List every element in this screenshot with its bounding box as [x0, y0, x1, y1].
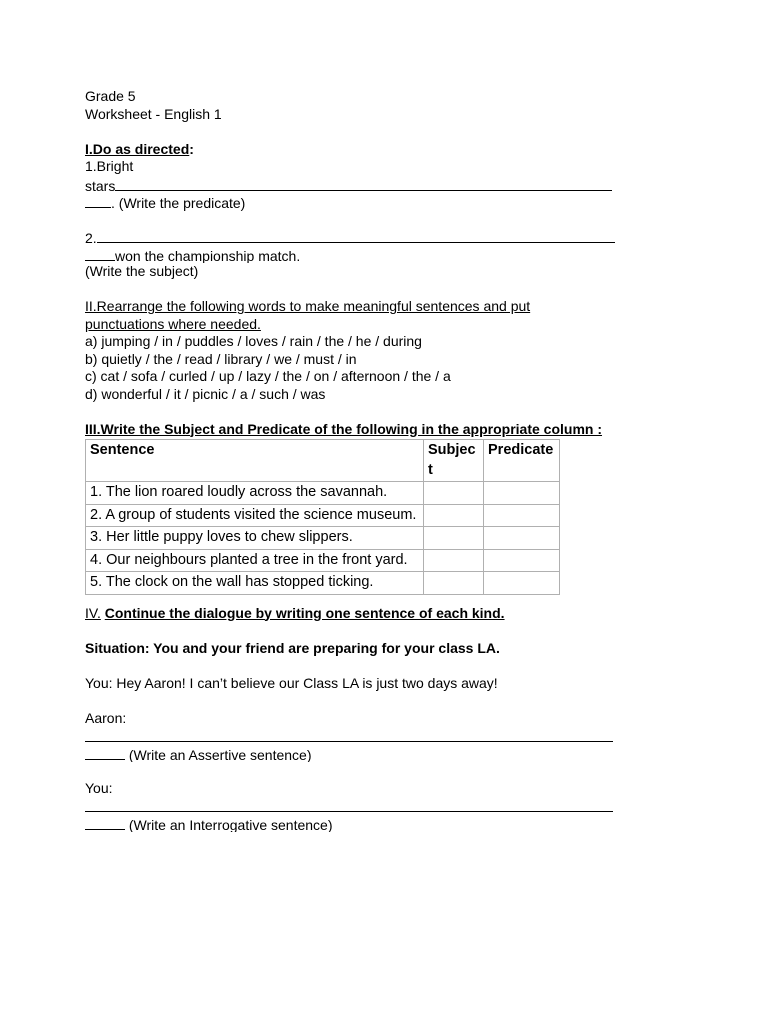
rearrange-item-c: c) cat / sofa / curled / up / lazy / the / on / afternoon / the / a — [85, 368, 451, 384]
section3-heading: III.Write the Subject and Predicate of the following in the appropriate column : — [85, 420, 603, 437]
q2-answer-blank-cont[interactable] — [85, 246, 115, 261]
q1-answer-blank-cont[interactable] — [85, 193, 111, 208]
table-header-row — [86, 440, 560, 482]
subject-predicate-table — [85, 439, 560, 595]
sentence-cell: 3. Her little puppy loves to chew slippers. — [86, 527, 424, 550]
rearrange-item-b: b) quietly / the / read / library / we / must / in — [85, 350, 357, 367]
column-header-predicate: Predicate — [484, 440, 560, 482]
aaron-answer-blank-cont[interactable] — [85, 745, 125, 760]
worksheet-title: Worksheet - English 1 — [85, 105, 222, 122]
you-label: You: — [85, 779, 113, 796]
dialogue-you-line: You: Hey Aaron! I can’t believe our Class LA is just two days away! — [85, 674, 498, 691]
aaron-instruction-line: (Write an Assertive sentence) — [85, 745, 625, 763]
rearrange-item-a: a) jumping / in / puddles / loves / rain / the / he / during — [85, 333, 422, 349]
you-answer-line — [85, 797, 625, 815]
situation-text: Situation: You and your friend are preparing for your class LA. — [85, 639, 500, 656]
you-instruction-line: (Write an Interrogative sentence) — [85, 815, 625, 833]
q2-answer-blank[interactable] — [97, 228, 615, 243]
grade-label: Grade 5 — [85, 88, 136, 104]
q1-line2: stars — [85, 176, 625, 194]
predicate-answer-cell[interactable] — [484, 482, 560, 505]
aaron-answer-line — [85, 727, 625, 745]
table-row — [86, 504, 560, 527]
subject-answer-cell[interactable] — [424, 504, 484, 527]
predicate-answer-cell[interactable] — [484, 572, 560, 595]
table-row — [86, 549, 560, 572]
subject-answer-cell[interactable] — [424, 482, 484, 505]
subject-answer-cell[interactable] — [424, 527, 484, 550]
you-answer-blank[interactable] — [85, 797, 613, 812]
aaron-answer-blank[interactable] — [85, 727, 613, 742]
column-header-sentence: Sentence — [86, 440, 424, 482]
table-row — [86, 527, 560, 550]
sentence-cell: 1. The lion roared loudly across the savannah. — [86, 482, 424, 505]
column-header-subject: Subject — [424, 440, 484, 482]
predicate-answer-cell[interactable] — [484, 504, 560, 527]
subject-answer-cell[interactable] — [424, 572, 484, 595]
subject-answer-cell[interactable] — [424, 549, 484, 572]
worksheet-page — [85, 88, 625, 832]
table-row — [86, 572, 560, 595]
predicate-answer-cell[interactable] — [484, 549, 560, 572]
q2-line1: 2. — [85, 228, 625, 246]
q2-instruction: (Write the subject) — [85, 263, 199, 279]
q1-line1: 1.Bright — [85, 158, 134, 174]
sentence-cell: 5. The clock on the wall has stopped ticking. — [86, 572, 424, 595]
q2-line2: won the championship match. — [85, 246, 625, 264]
aaron-label: Aaron: — [85, 709, 127, 726]
q1-line3: . (Write the predicate) — [85, 193, 625, 211]
section2-heading-line2: punctuations where needed. — [85, 315, 261, 332]
section1-heading: I.Do as directed: — [85, 140, 194, 157]
sentence-cell: 2. A group of students visited the science museum. — [86, 504, 424, 527]
table-row — [86, 482, 560, 505]
you-answer-blank-cont[interactable] — [85, 815, 125, 830]
sentence-cell: 4. Our neighbours planted a tree in the front yard. — [86, 549, 424, 572]
section2-heading-line1: II.Rearrange the following words to make meaningful sentences and put — [85, 298, 531, 314]
q1-answer-blank[interactable] — [115, 176, 612, 191]
section4-heading: IV. Continue the dialogue by writing one sentence of each kind. — [85, 604, 505, 621]
predicate-answer-cell[interactable] — [484, 527, 560, 550]
rearrange-item-d: d) wonderful / it / picnic / a / such / was — [85, 385, 326, 402]
